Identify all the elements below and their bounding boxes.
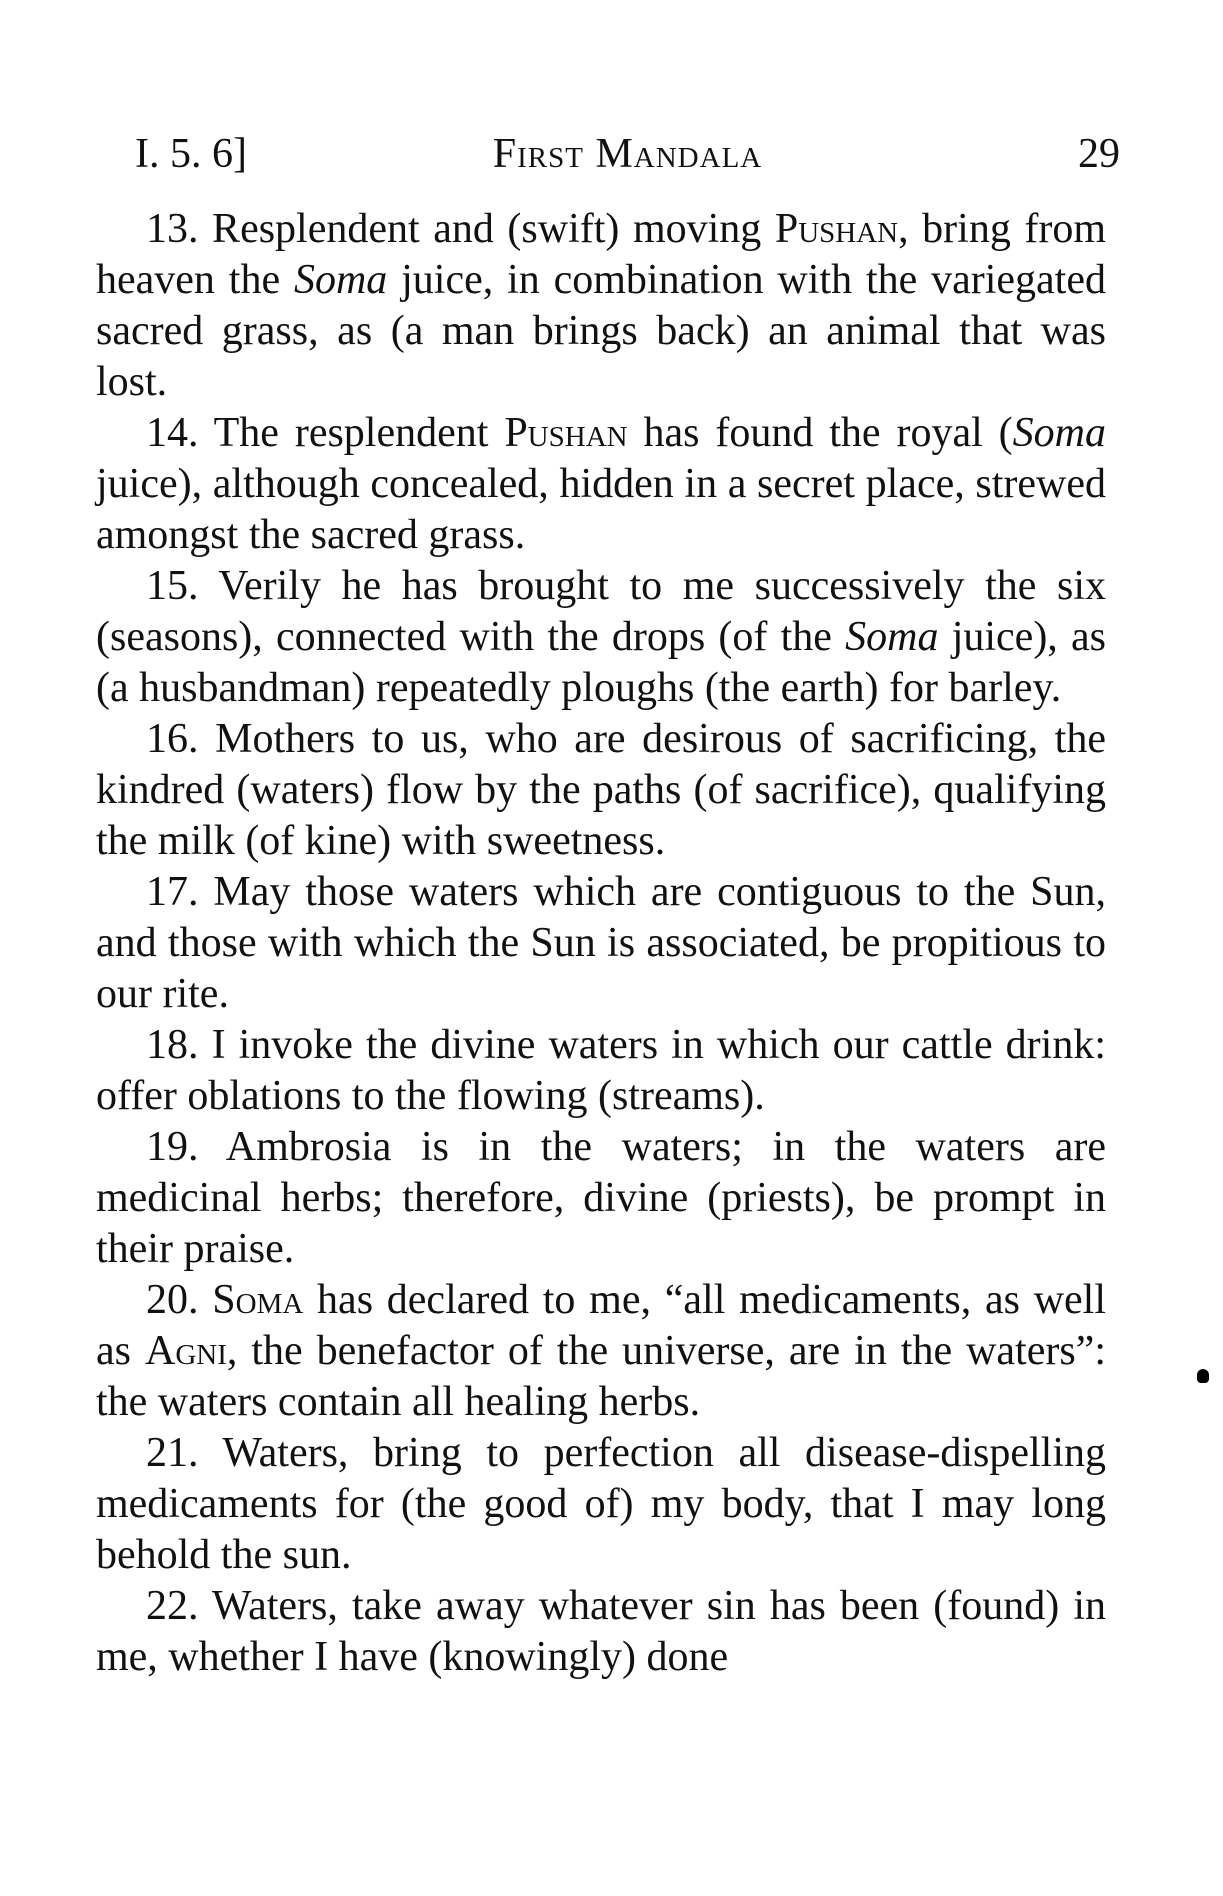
verse-text-run: 18. I invoke the divine waters in which our cattle drink: offer oblations to the flowing (streams).: [96, 1022, 1106, 1119]
verse-text-run: , the benefactor of the universe, are in the waters”: the waters contain all healing herbs.: [96, 1328, 1106, 1425]
verse-15: [96, 561, 1106, 714]
verse-14: [96, 408, 1106, 561]
soma-term: Soma: [845, 614, 939, 660]
verse-text-run: , bring from heaven the: [96, 206, 1107, 303]
verse-text-run: 17. May those waters which are contiguous to the Sun, and those with which the Sun is associated, be propitious to our rite.: [96, 869, 1106, 1017]
verse-22: [96, 1581, 1106, 1683]
verse-text-run: 14. The resplendent: [146, 410, 505, 456]
verse-text-run: 19. Ambrosia is in the waters; in the waters are medicinal herbs; therefore, divine (priests), be prompt in their praise.: [96, 1124, 1106, 1272]
verse-text-run: has declared to me, “all medicaments, as well as: [96, 1277, 1107, 1374]
running-title: First Mandala: [492, 131, 763, 177]
verse-21: [96, 1428, 1106, 1581]
verse-18: [96, 1020, 1106, 1122]
verse-text-run: juice), as (a husbandman) repeatedly ploughs (the earth) for barley.: [96, 614, 1107, 711]
verse-text-run: juice, in combination with the variegated sacred grass, as (a man brings back) an animal that was lost.: [96, 257, 1106, 405]
verse-text-run: 20.: [146, 1277, 213, 1323]
deity-name: Pushan: [504, 410, 628, 456]
section-reference: I. 5. 6]: [135, 131, 247, 177]
verse-19: [96, 1122, 1106, 1275]
page-number: 29: [1078, 131, 1120, 177]
verse-text-run: 16. Mothers to us, who are desirous of sacrificing, the kindred (waters) flow by the paths (of sacrifice), qualifying the milk (of kine) with sweetness.: [96, 716, 1106, 864]
verse-text-run: has found the royal (: [627, 410, 1013, 456]
verse-text-run: 15. Verily he has brought to me successively the six (seasons), connected with the drops (of the: [96, 563, 1106, 660]
verse-text-run: 21. Waters, bring to perfection all disease-dispelling medicaments for (the good of) my body, that I may long behold the sun.: [96, 1430, 1106, 1578]
deity-name: Pushan: [774, 206, 899, 252]
verse-17: [96, 867, 1106, 1020]
deity-name: Soma: [212, 1277, 304, 1323]
verse-text-run: 13. Resplendent and (swift) moving: [146, 206, 775, 252]
verse-text-run: 22. Waters, take away whatever sin has been (found) in me, whether I have (knowingly) done: [96, 1583, 1106, 1680]
ink-spot: [1197, 1369, 1209, 1383]
soma-term: Soma: [293, 257, 388, 303]
verse-16: [96, 714, 1106, 867]
verse-13: [96, 204, 1106, 408]
soma-term: Soma: [1012, 410, 1106, 456]
deity-name: Agni: [144, 1328, 227, 1374]
verse-text: [96, 204, 1106, 1683]
verse-20: [96, 1275, 1106, 1428]
running-header: [135, 124, 1120, 184]
verse-text-run: juice), although concealed, hidden in a secret place, strewed amongst the sacred grass.: [96, 461, 1106, 558]
